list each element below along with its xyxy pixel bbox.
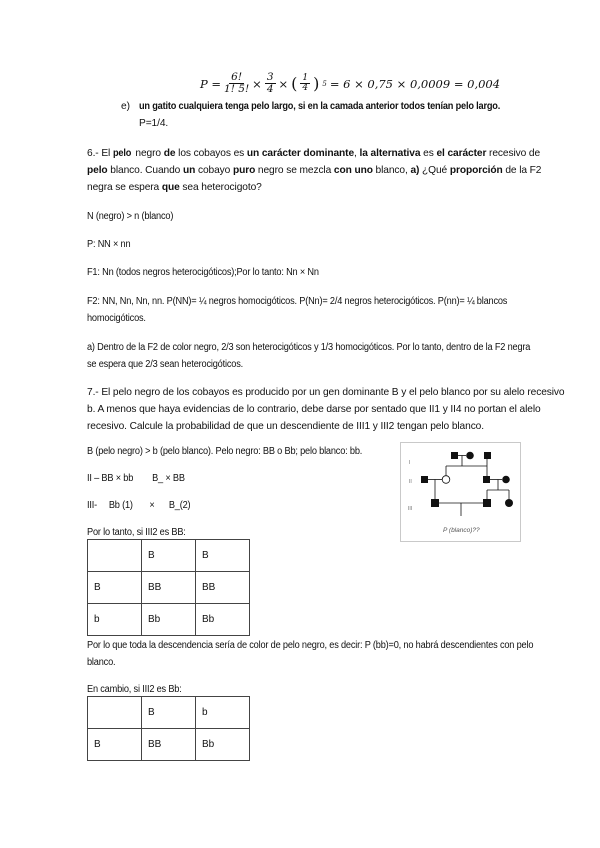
table-cell: B <box>196 540 250 572</box>
gen-ii-4-female <box>502 476 510 484</box>
generation-i-label: I <box>409 460 411 466</box>
q7-conclusion-line2: blanco. <box>87 657 116 668</box>
table-cell: B <box>142 697 196 729</box>
fraction-one-quarter: $\frac{1}{4}$ <box>302 72 309 94</box>
table-cell: b <box>196 697 250 729</box>
gen-i-female <box>466 452 474 460</box>
gen-iii-3-female <box>505 499 513 507</box>
q6-paragraph-line2: pelo blanco. Cuando un cobayo puro negro se mezcla con uno blanco, a) ¿Qué proporción de la F2 <box>87 165 542 176</box>
q7-generation-ii-cross: II – BB × bb B_ × BB <box>87 473 185 484</box>
probability-formula: P = $\frac{6!}{1! 5!}$ × $\frac{3}{4}$ × ( $\frac{1}{4}$ ) 5 = 6 × 0,75 × 0,0009 = 0,004 <box>200 71 501 96</box>
table-cell: B <box>88 572 142 604</box>
item-e-answer: P=1/4. <box>139 118 169 129</box>
q7-generation-iii-cross: III- Bb (1) × B_(2) <box>87 500 191 511</box>
table-cell: B <box>88 729 142 761</box>
q6-answer-a-line2: se espera que 2/3 sean heterocigóticos. <box>87 359 243 370</box>
formula-lhs: P = <box>200 76 222 91</box>
table-cell: Bb <box>196 604 250 636</box>
punnett-table-iii2-bb <box>87 539 250 636</box>
pedigree-diagram <box>400 442 521 542</box>
item-e-label: e) <box>121 101 130 112</box>
q7-allele-definition: B (pelo negro) > b (pelo blanco). Pelo negro: BB o Bb; pelo blanco: bb. <box>87 446 363 457</box>
q7-case-bb-heading: Por lo tanto, si III2 es BB: <box>87 527 186 538</box>
gen-iii-2-male <box>483 499 491 507</box>
q6-parental-cross: P: NN × nn <box>87 239 131 250</box>
gen-i-male-2 <box>484 452 491 459</box>
q6-allele-definition: N (negro) > n (blanco) <box>87 211 174 222</box>
fraction-three-quarters: $\frac{3}{4}$ <box>266 71 274 96</box>
table-cell: BB <box>142 729 196 761</box>
table-cell <box>88 697 142 729</box>
q7-conclusion-line1: Por lo que toda la descendencia sería de color de pelo negro, es decir: P (bb)=0, no habrá descendientes con pelo <box>87 640 534 651</box>
gen-ii-1-male <box>421 476 428 483</box>
gen-ii-3-male <box>483 476 490 483</box>
q6-paragraph-line1: 6.- El pelo negro de los cobayos es un carácter dominante, la alternativa es el carácter recesivo de <box>87 148 541 159</box>
exponent: 5 <box>322 79 327 88</box>
table-cell: B <box>142 540 196 572</box>
generation-iii-label: III <box>408 506 413 512</box>
table-row <box>88 540 250 572</box>
gen-iii-1-male <box>431 499 439 507</box>
table-cell: Bb <box>196 729 250 761</box>
fraction-factorial: $\frac{6!}{1! 5!}$ <box>224 71 250 96</box>
q6-answer-a-line1: a) Dentro de la F2 de color negro, 2/3 son heterocigóticos y 1/3 homocigóticos. Por lo tanto, dentro de la F2 negra <box>87 342 531 353</box>
item-e-text: un gatito cualquiera tenga pelo largo, si en la camada anterior todos tenían pelo largo. <box>139 101 501 112</box>
table-cell <box>88 540 142 572</box>
q7-paragraph-line2: b. A menos que haya evidencias de lo contrario, debe darse por sentado que II1 y II4 no portan el alelo <box>87 404 541 415</box>
gen-i-male <box>451 452 458 459</box>
q7-paragraph-line1: 7.- El pelo negro de los cobayos es producido por un gen dominante B y el pelo blanco por su alelo recesivo <box>87 387 565 398</box>
table-cell: BB <box>196 572 250 604</box>
q6-f2-line2: homocigóticos. <box>87 313 146 324</box>
punnett-table-iii2-bb-het <box>87 696 250 761</box>
table-cell: b <box>88 604 142 636</box>
q6-f1-line: F1: Nn (todos negros heterocigóticos);Por lo tanto: Nn × Nn <box>87 267 319 278</box>
table-row <box>88 729 250 761</box>
q6-paragraph-line3: negra se espera que sea heterocigoto? <box>87 182 262 193</box>
table-row <box>88 697 250 729</box>
q6-f2-line1: F2: NN, Nn, Nn, nn. P(NN)= ¼ negros homocigóticos. P(Nn)= 2/4 negros heterocigóticos. P(nn)= ¼ blancos <box>87 296 508 307</box>
formula-rhs: = 6 × 0,75 × 0,0009 = 0,004 <box>329 76 501 91</box>
pedigree-svg <box>401 443 520 541</box>
table-cell: Bb <box>142 604 196 636</box>
q7-paragraph-line3: recesivo. Calcule la probabilidad de que un descendiente de III1 y III2 tengan pelo blanco. <box>87 421 484 432</box>
generation-ii-label: II <box>409 479 412 485</box>
table-row <box>88 604 250 636</box>
q7-case-bbhet-heading: En cambio, si III2 es Bb: <box>87 684 182 695</box>
gen-ii-2-female-white <box>442 476 450 484</box>
pedigree-caption: P (blanco)?? <box>443 527 480 534</box>
table-row <box>88 572 250 604</box>
table-cell: BB <box>142 572 196 604</box>
